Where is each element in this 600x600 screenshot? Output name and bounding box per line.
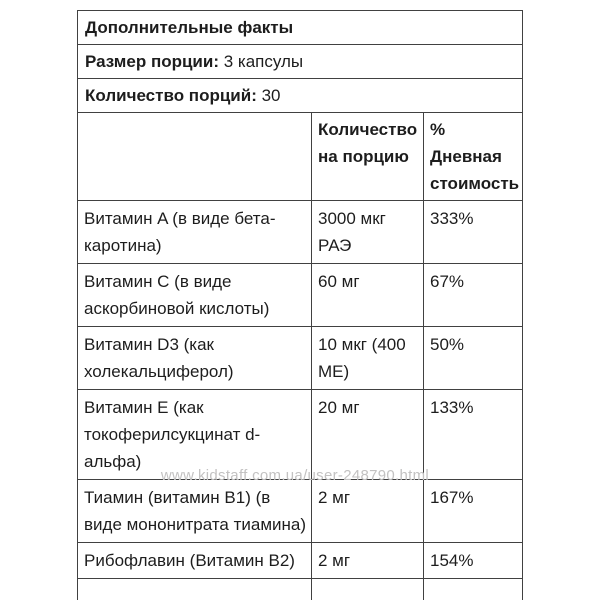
nutrient-amount: 3000 мкг РАЭ — [312, 201, 424, 264]
column-header-row — [78, 113, 523, 201]
fact-row-riboflavin-b2 — [78, 543, 523, 579]
serving-size-cell — [78, 45, 523, 79]
fact-row-thiamin-b1 — [78, 480, 523, 543]
servings-count-label: Количество порций: — [85, 86, 257, 105]
fact-row-vitamin-e — [78, 390, 523, 480]
fact-row-cut-off — [78, 579, 523, 600]
column-header-daily-value: % Дневная стоимость — [424, 113, 523, 201]
serving-size-value: 3 капсулы — [223, 52, 304, 71]
facts-title: Дополнительные факты — [78, 11, 523, 45]
nutrient-daily-value: 50% — [424, 327, 523, 390]
nutrient-amount: 2 мг — [312, 480, 424, 543]
nutrient-amount: 20 мг — [312, 390, 424, 480]
nutrient-name: Витамин A (в виде бета-каротина) — [78, 201, 312, 264]
nutrient-name: Витамин D3 (как холекальциферол) — [78, 327, 312, 390]
column-header-blank — [78, 113, 312, 201]
facts-title-row — [78, 11, 523, 45]
servings-count-row — [78, 79, 523, 113]
nutrient-amount: 10 мкг (400 МЕ) — [312, 327, 424, 390]
nutrient-daily-value: 154% — [424, 543, 523, 579]
serving-size-row — [78, 45, 523, 79]
nutrient-amount — [312, 579, 424, 600]
nutrient-amount: 2 мг — [312, 543, 424, 579]
nutrient-name — [78, 579, 312, 600]
fact-row-vitamin-c — [78, 264, 523, 327]
nutrient-name: Витамин E (как токоферилсукцинат d-альфа) — [78, 390, 312, 480]
nutrient-name: Тиамин (витамин B1) (в виде мононитрата тиамина) — [78, 480, 312, 543]
supplement-facts-table — [77, 10, 523, 600]
servings-count-cell — [78, 79, 523, 113]
nutrient-name: Витамин C (в виде аскорбиновой кислоты) — [78, 264, 312, 327]
fact-row-vitamin-d3 — [78, 327, 523, 390]
servings-count-value: 30 — [261, 86, 281, 105]
fact-row-vitamin-a — [78, 201, 523, 264]
nutrient-daily-value: 167% — [424, 480, 523, 543]
serving-size-label: Размер порции: — [85, 52, 219, 71]
nutrient-daily-value — [424, 579, 523, 600]
column-header-amount: Количество на порцию — [312, 113, 424, 201]
nutrient-daily-value: 67% — [424, 264, 523, 327]
site-watermark: www.kidstaff.com.ua/user-248790.html — [160, 467, 430, 484]
nutrient-daily-value: 333% — [424, 201, 523, 264]
nutrient-amount: 60 мг — [312, 264, 424, 327]
nutrient-daily-value: 133% — [424, 390, 523, 480]
nutrient-name: Рибофлавин (Витамин B2) — [78, 543, 312, 579]
